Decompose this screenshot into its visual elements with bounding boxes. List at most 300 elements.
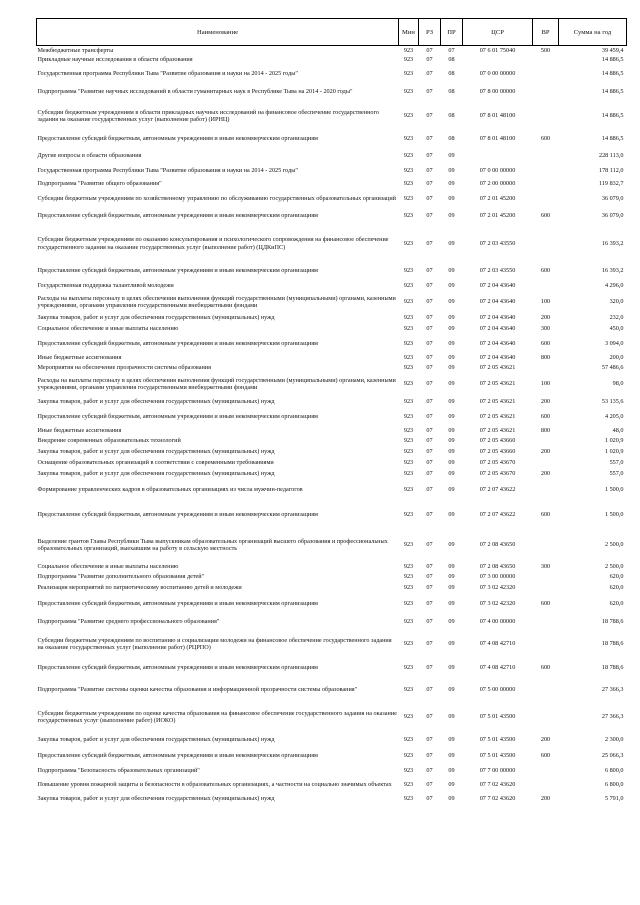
cell-rz: 07 — [426, 600, 433, 608]
cell-vr: 600 — [540, 212, 551, 220]
cell-csr: 07 2 05 43621 — [479, 427, 516, 435]
cell-min: 923 — [403, 573, 414, 581]
table-row — [37, 702, 627, 732]
cell-vr: 600 — [540, 752, 551, 760]
cell-pr: 09 — [448, 686, 455, 694]
cell-name: Межбюджетные трансферты — [37, 47, 114, 55]
cell-pr: 09 — [448, 340, 455, 348]
table-row — [37, 280, 627, 291]
cell-name: Подпрограмма "Развитие научных исследований в области гуманитарных наук в Республике Тыва на 2014 - 2020 годы" — [37, 88, 353, 96]
cell-sum: 48,0 — [612, 427, 624, 435]
table-row — [37, 614, 627, 630]
cell-csr: 07 2 04 43640 — [479, 281, 516, 289]
cell-name: Предоставление субсидий бюджетным, автономным учреждениям и иным некоммерческим организациям — [37, 511, 318, 519]
cell-vr — [533, 678, 559, 702]
cell-vr: 200 — [540, 314, 551, 322]
cell-vr: 600 — [540, 600, 551, 608]
cell-vr: 800 — [540, 427, 551, 435]
cell-rz: 07 — [426, 314, 433, 322]
cell-name: Расходы на выплаты персоналу в целях обеспечения выполнения функций государственными (муниципальными) органами, казенными учреждениями, органами управления государственными внебюджетными фондами — [37, 294, 396, 309]
cell-rz: 07 — [426, 686, 433, 694]
cell-name: Субсидии бюджетным учреждениям по оказанию консультирования и психологического сопровождения на финансовое обеспечение государственного задания на оказание государственных услуг (выполнение работ) (ЦДКиПС) — [37, 236, 389, 251]
cell-pr: 09 — [448, 380, 455, 388]
cell-min: 923 — [403, 735, 414, 743]
cell-sum: 557,0 — [609, 469, 624, 477]
cell-min: 923 — [403, 314, 414, 322]
table-row — [37, 765, 627, 776]
cell-min: 923 — [403, 469, 414, 477]
cell-name: Субсидии бюджетным учреждениям по воспитанию и социализации молодежи на финансовое обеспечение государственного задания на оказание государственных услуг (выполнение работ) (РЦРПО) — [37, 636, 392, 651]
cell-pr: 08 — [448, 112, 455, 120]
cell-min: 923 — [403, 56, 414, 64]
cell-pr: 08 — [448, 69, 455, 77]
cell-min: 923 — [403, 267, 414, 275]
cell-min: 923 — [403, 325, 414, 333]
cell-min: 923 — [403, 151, 414, 159]
cell-csr — [463, 148, 533, 163]
cell-min: 923 — [403, 584, 414, 592]
cell-sum: 18 788,6 — [601, 618, 624, 626]
cell-vr — [533, 65, 559, 82]
cell-sum: 39 459,4 — [601, 47, 624, 55]
cell-csr — [463, 55, 533, 65]
cell-rz: 07 — [426, 380, 433, 388]
table-row — [37, 594, 627, 614]
cell-sum: 4 205,0 — [604, 413, 624, 421]
cell-min: 923 — [403, 194, 414, 202]
cell-min: 923 — [403, 541, 414, 549]
cell-sum: 1 500,0 — [604, 486, 624, 494]
cell-name: Субсидии бюджетным учреждениям по оценке качества образования на финансовое обеспечение государственного задания на оказание государственных услуг (выполнение работ) (ИОКО) — [37, 709, 397, 724]
cell-pr: 09 — [448, 427, 455, 435]
cell-sum: 6 800,0 — [604, 766, 624, 774]
cell-pr: 09 — [448, 511, 455, 519]
cell-csr: 07 2 04 43640 — [479, 298, 516, 306]
cell-rz: 07 — [426, 413, 433, 421]
cell-sum: 98,0 — [612, 380, 624, 388]
cell-sum: 14 886,5 — [601, 135, 624, 143]
cell-rz: 07 — [426, 88, 433, 96]
cell-sum: 1 500,0 — [604, 511, 624, 519]
cell-csr: 07 2 05 43621 — [479, 380, 516, 388]
cell-sum: 450,0 — [609, 325, 624, 333]
table-row — [37, 262, 627, 280]
cell-pr: 09 — [448, 363, 455, 371]
cell-vr — [533, 614, 559, 630]
cell-csr: 07 3 02 42320 — [479, 600, 516, 608]
table-row — [37, 678, 627, 702]
cell-min: 923 — [403, 713, 414, 721]
cell-pr: 09 — [448, 298, 455, 306]
cell-pr: 09 — [448, 354, 455, 362]
cell-min: 923 — [403, 600, 414, 608]
cell-rz: 07 — [426, 562, 433, 570]
cell-rz: 07 — [426, 239, 433, 247]
cell-csr: 07 4 08 42710 — [479, 664, 516, 672]
cell-pr: 09 — [448, 180, 455, 188]
cell-csr: 07 0 00 00000 — [479, 69, 516, 77]
cell-vr: 600 — [540, 511, 551, 519]
cell-csr: 07 8 01 48100 — [479, 112, 516, 120]
cell-pr: 09 — [448, 766, 455, 774]
cell-min: 923 — [403, 135, 414, 143]
table-row — [37, 130, 627, 148]
cell-vr — [533, 225, 559, 262]
cell-rz: 07 — [426, 781, 433, 789]
cell-csr: 07 2 03 43550 — [479, 267, 516, 275]
cell-name: Субсидии бюджетным учреждениям в области прикладных научных исследований на финансовое обеспечение государственного задания на оказание государственных услуг (выполнение работ) (ИРНЦ) — [37, 108, 379, 123]
cell-vr: 200 — [540, 398, 551, 406]
cell-min: 923 — [403, 281, 414, 289]
cell-name: Выделение грантов Главы Республики Тыва выпускникам образовательных организаций высшего образования и профессиональных образовательных организаций, выехавшим на работу в сельскую местность — [37, 537, 388, 552]
header-name: Наименование — [37, 19, 399, 46]
cell-vr — [533, 55, 559, 65]
table-row — [37, 363, 627, 372]
cell-pr: 09 — [448, 194, 455, 202]
table-row — [37, 479, 627, 501]
cell-sum: 18 788,6 — [601, 664, 624, 672]
header-vr: ВР — [533, 19, 559, 46]
cell-sum: 27 366,3 — [601, 713, 624, 721]
table-row — [37, 776, 627, 794]
cell-rz: 07 — [426, 713, 433, 721]
cell-rz: 07 — [426, 112, 433, 120]
cell-sum: 2 500,0 — [604, 541, 624, 549]
table-row — [37, 446, 627, 457]
budget-table-wrapper — [36, 18, 626, 804]
cell-pr: 09 — [448, 314, 455, 322]
cell-vr: 600 — [540, 135, 551, 143]
cell-name: Закупка товаров, работ и услуг для обеспечения государственных (муниципальных) нужд — [37, 447, 275, 455]
cell-sum: 200,0 — [609, 354, 624, 362]
table-header — [37, 19, 627, 46]
cell-min: 923 — [403, 212, 414, 220]
cell-csr: 07 2 07 43622 — [479, 486, 516, 494]
cell-vr: 100 — [540, 380, 551, 388]
cell-vr: 200 — [540, 795, 551, 803]
cell-sum: 16 393,2 — [601, 239, 624, 247]
cell-sum: 119 832,7 — [598, 180, 624, 188]
cell-csr: 07 2 04 43640 — [479, 340, 516, 348]
cell-min: 923 — [403, 398, 414, 406]
table-row — [37, 225, 627, 262]
cell-vr: 600 — [540, 664, 551, 672]
cell-csr: 07 7 02 43620 — [479, 795, 516, 803]
cell-rz: 07 — [426, 664, 433, 672]
cell-rz: 07 — [426, 486, 433, 494]
cell-rz: 07 — [426, 573, 433, 581]
cell-pr: 09 — [448, 166, 455, 174]
table-row — [37, 335, 627, 353]
cell-vr: 100 — [540, 298, 551, 306]
cell-name: Закупка товаров, работ и услуг для обеспечения государственных (муниципальных) нужд — [37, 735, 275, 743]
cell-min: 923 — [403, 363, 414, 371]
cell-name: Другие вопросы в области образования — [37, 151, 142, 159]
budget-table — [36, 18, 627, 804]
cell-sum: 25 066,3 — [601, 752, 624, 760]
cell-min: 923 — [403, 88, 414, 96]
cell-min: 923 — [403, 458, 414, 466]
cell-rz: 07 — [426, 584, 433, 592]
cell-csr: 07 2 08 43650 — [479, 562, 516, 570]
cell-rz: 07 — [426, 212, 433, 220]
cell-csr: 07 2 05 43621 — [479, 413, 516, 421]
cell-csr: 07 2 04 43640 — [479, 354, 516, 362]
cell-name: Предоставление субсидий бюджетным, автономным учреждениям и иным некоммерческим организациям — [37, 212, 318, 220]
cell-vr: 600 — [540, 340, 551, 348]
table-row — [37, 82, 627, 102]
cell-name: Социальное обеспечение и иные выплаты населению — [37, 562, 179, 570]
cell-csr: 07 2 05 43621 — [479, 363, 516, 371]
cell-pr: 09 — [448, 541, 455, 549]
cell-name: Подпрограмма "Развитие дополнительного образования детей" — [37, 573, 205, 581]
cell-sum: 53 135,6 — [601, 398, 624, 406]
cell-csr: 07 2 05 43660 — [479, 437, 516, 445]
cell-vr — [533, 178, 559, 190]
cell-sum: 16 393,2 — [601, 267, 624, 275]
cell-sum: 232,0 — [609, 314, 624, 322]
cell-csr: 07 3 02 42320 — [479, 584, 516, 592]
cell-sum: 18 788,6 — [601, 640, 624, 648]
cell-vr — [533, 702, 559, 732]
cell-sum: 228 113,0 — [598, 151, 624, 159]
cell-rz: 07 — [426, 281, 433, 289]
cell-rz: 07 — [426, 47, 433, 55]
cell-vr — [533, 529, 559, 561]
cell-csr: 07 2 05 43670 — [479, 458, 516, 466]
cell-pr: 09 — [448, 584, 455, 592]
cell-pr: 09 — [448, 600, 455, 608]
cell-pr: 09 — [448, 151, 455, 159]
cell-name: Прикладные научные исследования в области образования — [37, 56, 193, 64]
cell-pr: 09 — [448, 325, 455, 333]
table-row — [37, 291, 627, 313]
cell-sum: 620,0 — [609, 573, 624, 581]
cell-name: Закупка товаров, работ и услуг для обеспечения государственных (муниципальных) нужд — [37, 795, 275, 803]
cell-name: Закупка товаров, работ и услуг для обеспечения государственных (муниципальных) нужд — [37, 398, 275, 406]
cell-csr: 07 8 01 48100 — [479, 135, 516, 143]
table-row — [37, 561, 627, 572]
cell-name: Иные бюджетные ассигнования — [37, 427, 122, 435]
cell-min: 923 — [403, 166, 414, 174]
cell-csr: 07 4 08 42710 — [479, 640, 516, 648]
cell-csr: 07 0 00 00000 — [479, 166, 516, 174]
table-row — [37, 163, 627, 178]
cell-pr: 08 — [448, 88, 455, 96]
table-row — [37, 794, 627, 804]
cell-csr: 07 2 07 43622 — [479, 511, 516, 519]
cell-min: 923 — [403, 298, 414, 306]
cell-vr — [533, 572, 559, 582]
cell-csr: 07 6 01 75040 — [479, 47, 516, 55]
cell-rz: 07 — [426, 618, 433, 626]
table-row — [37, 572, 627, 582]
table-row — [37, 65, 627, 82]
cell-name: Закупка товаров, работ и услуг для обеспечения государственных (муниципальных) нужд — [37, 469, 275, 477]
cell-csr: 07 2 01 45200 — [479, 194, 516, 202]
table-row — [37, 148, 627, 163]
cell-rz: 07 — [426, 766, 433, 774]
cell-rz: 07 — [426, 166, 433, 174]
cell-sum: 14 886,5 — [601, 112, 624, 120]
cell-sum: 36 079,0 — [601, 194, 624, 202]
cell-name: Подпрограмма "Развитие системы оценки качества образования и информационной прозрачности системы образования" — [37, 686, 358, 694]
table-row — [37, 396, 627, 408]
cell-rz: 07 — [426, 56, 433, 64]
cell-vr: 800 — [540, 354, 551, 362]
cell-rz: 07 — [426, 541, 433, 549]
cell-name: Предоставление субсидий бюджетным, автономным учреждениям и иным некоммерческим организациям — [37, 752, 318, 760]
cell-vr: 200 — [540, 447, 551, 455]
cell-pr: 09 — [448, 781, 455, 789]
table-row — [37, 408, 627, 426]
cell-pr: 09 — [448, 281, 455, 289]
cell-name: Государственная программа Республики Тыва "Развитие образования и науки на 2014 - 2025 годы" — [37, 166, 298, 174]
cell-min: 923 — [403, 486, 414, 494]
header-sum: Сумма на год — [559, 19, 627, 46]
header-rz: РЗ — [419, 19, 441, 46]
cell-name: Внедрение современных образовательных технологий — [37, 437, 181, 445]
cell-sum: 5 791,0 — [604, 795, 624, 803]
cell-rz: 07 — [426, 640, 433, 648]
cell-pr: 09 — [448, 664, 455, 672]
cell-sum: 27 366,3 — [601, 686, 624, 694]
cell-min: 923 — [403, 447, 414, 455]
cell-rz: 07 — [426, 340, 433, 348]
cell-pr: 09 — [448, 447, 455, 455]
cell-min: 923 — [403, 795, 414, 803]
cell-sum: 620,0 — [609, 584, 624, 592]
cell-vr — [533, 776, 559, 794]
cell-name: Закупка товаров, работ и услуг для обеспечения государственных (муниципальных) нужд — [37, 314, 275, 322]
table-row — [37, 501, 627, 529]
table-row — [37, 436, 627, 446]
cell-rz: 07 — [426, 511, 433, 519]
cell-name: Предоставление субсидий бюджетным, автономным учреждениям и иным некоммерческим организациям — [37, 664, 318, 672]
cell-vr — [533, 280, 559, 291]
cell-vr: 600 — [540, 413, 551, 421]
cell-pr: 09 — [448, 458, 455, 466]
cell-min: 923 — [403, 511, 414, 519]
cell-rz: 07 — [426, 135, 433, 143]
cell-vr — [533, 582, 559, 594]
cell-sum: 557,0 — [609, 458, 624, 466]
cell-sum: 14 886,5 — [601, 88, 624, 96]
cell-name: Социальное обеспечение и иные выплаты населению — [37, 325, 179, 333]
cell-sum: 178 112,0 — [598, 166, 624, 174]
cell-pr: 09 — [448, 212, 455, 220]
cell-rz: 07 — [426, 194, 433, 202]
cell-name: Реализация мероприятий по патриотическому воспитанию детей и молодежи — [37, 584, 242, 592]
cell-name: Подпрограмма "Развитие общего образования" — [37, 180, 162, 188]
cell-csr: 07 2 04 43640 — [479, 314, 516, 322]
cell-sum: 57 486,6 — [601, 363, 624, 371]
cell-rz: 07 — [426, 325, 433, 333]
cell-name: Предоставление субсидий бюджетным, автономным учреждениям и иным некоммерческим организациям — [37, 267, 318, 275]
cell-csr: 07 5 01 43500 — [479, 713, 516, 721]
table-body — [37, 46, 627, 804]
cell-name: Оснащение образовательных организаций в соответствии с современными требованиями — [37, 458, 274, 466]
table-row — [37, 732, 627, 747]
cell-sum: 14 886,5 — [601, 69, 624, 77]
cell-pr: 09 — [448, 640, 455, 648]
table-row — [37, 313, 627, 323]
cell-name: Подпрограмма "Развитие среднего профессионального образования" — [37, 618, 220, 626]
cell-vr — [533, 479, 559, 501]
cell-rz: 07 — [426, 447, 433, 455]
cell-csr: 07 2 01 45200 — [479, 212, 516, 220]
table-row — [37, 529, 627, 561]
cell-min: 923 — [403, 69, 414, 77]
cell-vr — [533, 102, 559, 130]
cell-csr: 07 8 00 00000 — [479, 88, 516, 96]
cell-rz: 07 — [426, 267, 433, 275]
cell-csr: 07 5 01 43500 — [479, 752, 516, 760]
cell-pr: 08 — [448, 56, 455, 64]
cell-vr — [533, 82, 559, 102]
cell-pr: 09 — [448, 469, 455, 477]
header-csr: ЦСР — [463, 19, 533, 46]
cell-min: 923 — [403, 180, 414, 188]
cell-csr: 07 2 05 43621 — [479, 398, 516, 406]
cell-rz: 07 — [426, 437, 433, 445]
cell-pr: 09 — [448, 486, 455, 494]
table-row — [37, 102, 627, 130]
cell-name: Иные бюджетные ассигнования — [37, 354, 122, 362]
cell-name: Предоставление субсидий бюджетным, автономным учреждениям и иным некоммерческим организациям — [37, 340, 318, 348]
table-row — [37, 658, 627, 678]
cell-pr: 09 — [448, 267, 455, 275]
cell-sum: 2 300,0 — [604, 735, 624, 743]
cell-min: 923 — [403, 380, 414, 388]
cell-min: 923 — [403, 618, 414, 626]
table-row — [37, 372, 627, 396]
cell-sum: 14 886,5 — [601, 56, 624, 64]
cell-min: 923 — [403, 766, 414, 774]
table-row — [37, 178, 627, 190]
cell-pr: 09 — [448, 713, 455, 721]
cell-csr: 07 4 00 00000 — [479, 618, 516, 626]
cell-name: Предоставление субсидий бюджетным, автономным учреждениям и иным некоммерческим организациям — [37, 600, 318, 608]
table-row — [37, 46, 627, 55]
table-row — [37, 630, 627, 658]
cell-csr: 07 7 00 00000 — [479, 766, 516, 774]
cell-csr: 07 2 08 43650 — [479, 541, 516, 549]
table-row — [37, 582, 627, 594]
cell-rz: 07 — [426, 151, 433, 159]
cell-vr — [533, 190, 559, 207]
cell-vr — [533, 457, 559, 468]
cell-pr: 09 — [448, 573, 455, 581]
cell-min: 923 — [403, 427, 414, 435]
cell-min: 923 — [403, 340, 414, 348]
cell-min: 923 — [403, 640, 414, 648]
cell-sum: 320,0 — [609, 298, 624, 306]
cell-min: 923 — [403, 664, 414, 672]
cell-sum: 2 500,0 — [604, 562, 624, 570]
cell-rz: 07 — [426, 752, 433, 760]
cell-rz: 07 — [426, 469, 433, 477]
cell-rz: 07 — [426, 398, 433, 406]
cell-csr: 07 2 04 43640 — [479, 325, 516, 333]
cell-sum: 36 079,0 — [601, 212, 624, 220]
cell-csr: 07 5 01 43500 — [479, 735, 516, 743]
cell-sum: 1 020,9 — [604, 447, 624, 455]
cell-name: Государственная программа Республики Тыва "Развитие образования и науки на 2014 - 2025 годы" — [37, 69, 298, 77]
cell-rz: 07 — [426, 363, 433, 371]
cell-pr: 09 — [448, 239, 455, 247]
table-row — [37, 468, 627, 479]
